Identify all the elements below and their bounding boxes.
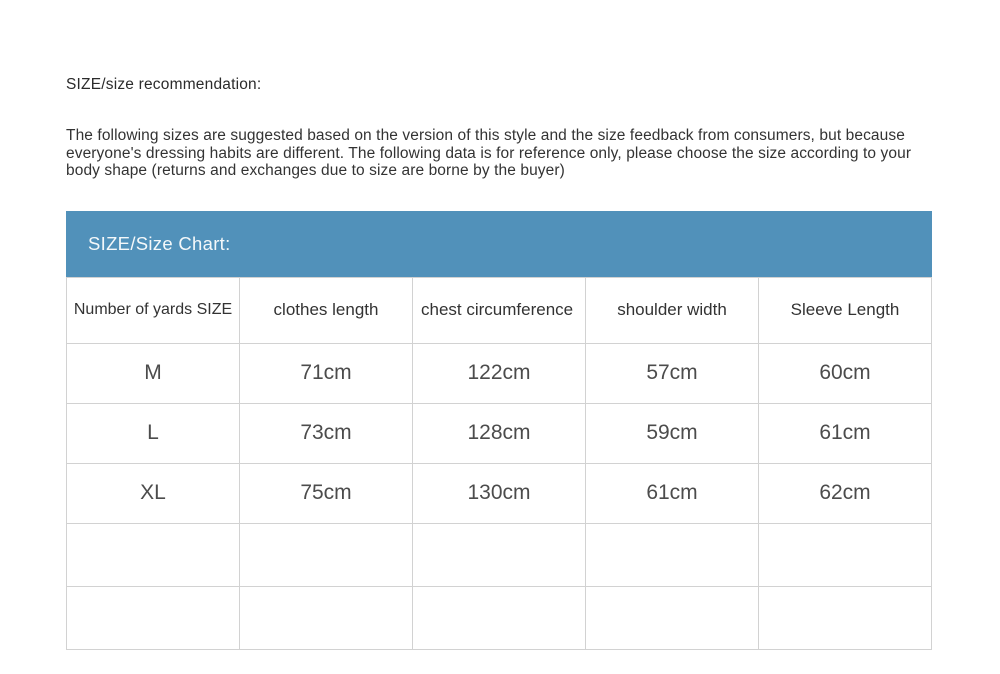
cell-empty bbox=[413, 523, 586, 586]
cell-shoulder-width: 57cm bbox=[586, 343, 759, 403]
size-chart-banner bbox=[66, 211, 932, 277]
table-row bbox=[67, 463, 932, 523]
column-header-chest-circumference: chest circumference bbox=[413, 277, 586, 343]
cell-empty bbox=[67, 523, 240, 586]
cell-shoulder-width: 61cm bbox=[586, 463, 759, 523]
table-row-empty bbox=[67, 523, 932, 586]
size-recommendation-paragraph: The following sizes are suggested based on the version of this style and the size feedback from consumers, but because everyone's dressing habits are different. The following data is for reference only, please choose the size according to your body shape (returns and exchanges due to size are borne by the buyer) bbox=[66, 127, 912, 179]
column-header-shoulder-width: shoulder width bbox=[586, 277, 759, 343]
cell-size: M bbox=[67, 343, 240, 403]
column-header-sleeve-length: Sleeve Length bbox=[759, 277, 932, 343]
cell-clothes-length: 73cm bbox=[240, 403, 413, 463]
cell-sleeve-length: 62cm bbox=[759, 463, 932, 523]
cell-empty bbox=[586, 523, 759, 586]
cell-clothes-length: 75cm bbox=[240, 463, 413, 523]
size-recommendation-heading: SIZE/size recommendation: bbox=[66, 76, 262, 93]
cell-chest-circumference: 130cm bbox=[413, 463, 586, 523]
cell-empty bbox=[759, 586, 932, 649]
size-chart-table bbox=[66, 277, 932, 650]
cell-chest-circumference: 122cm bbox=[413, 343, 586, 403]
table-row-empty bbox=[67, 586, 932, 649]
table-row bbox=[67, 403, 932, 463]
cell-empty bbox=[67, 586, 240, 649]
column-header-size: Number of yards SIZE bbox=[67, 277, 240, 343]
cell-sleeve-length: 60cm bbox=[759, 343, 932, 403]
cell-size: L bbox=[67, 403, 240, 463]
cell-empty bbox=[240, 586, 413, 649]
cell-clothes-length: 71cm bbox=[240, 343, 413, 403]
column-header-clothes-length: clothes length bbox=[240, 277, 413, 343]
cell-chest-circumference: 128cm bbox=[413, 403, 586, 463]
cell-size: XL bbox=[67, 463, 240, 523]
cell-empty bbox=[586, 586, 759, 649]
cell-empty bbox=[759, 523, 932, 586]
size-chart-banner-title: SIZE/Size Chart: bbox=[88, 232, 231, 254]
cell-sleeve-length: 61cm bbox=[759, 403, 932, 463]
cell-empty bbox=[413, 586, 586, 649]
cell-shoulder-width: 59cm bbox=[586, 403, 759, 463]
table-row bbox=[67, 343, 932, 403]
table-header-row bbox=[67, 277, 932, 343]
cell-empty bbox=[240, 523, 413, 586]
